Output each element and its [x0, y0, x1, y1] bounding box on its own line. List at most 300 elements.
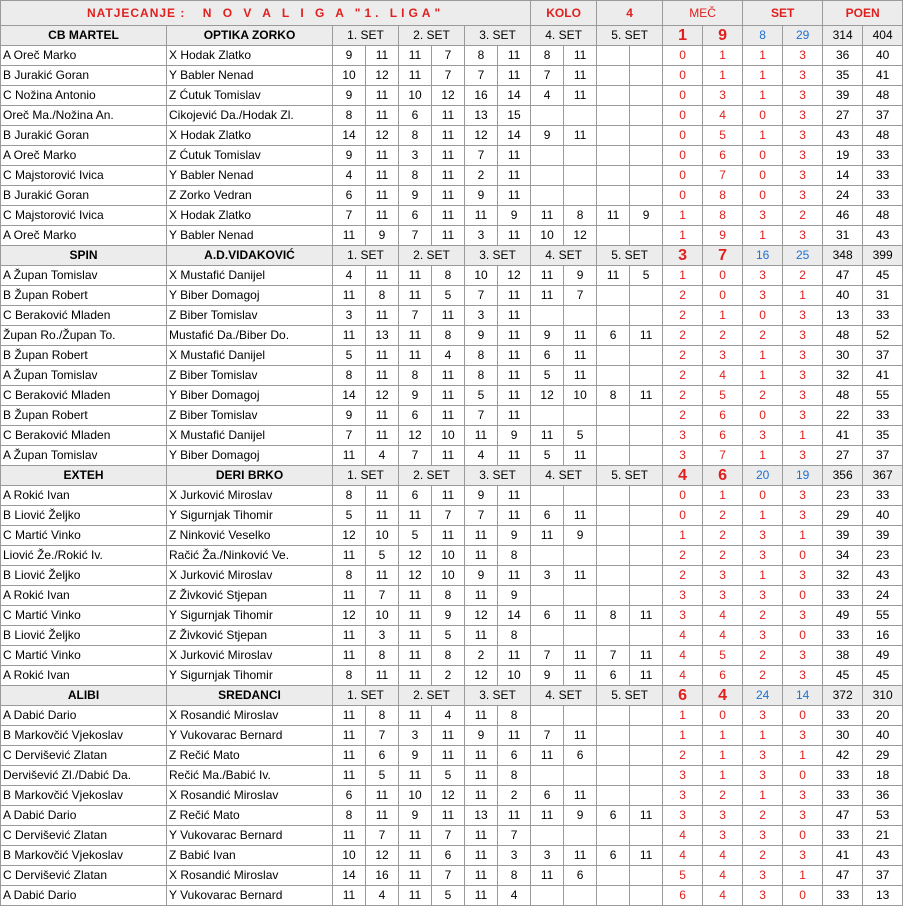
set-score-away: 5 [432, 766, 465, 786]
sets-won-away: 3 [783, 306, 823, 326]
set-score-away: 8 [498, 766, 531, 786]
running-match-away: 0 [703, 706, 743, 726]
set-score-home: 11 [531, 206, 564, 226]
set-score-home: 9 [531, 126, 564, 146]
away-player-name: Mustafić Da./Biber Do. [167, 326, 333, 346]
running-match-home: 2 [663, 366, 703, 386]
points-home: 14 [823, 166, 863, 186]
set-score-home [597, 126, 630, 146]
match-score-home: 4 [663, 466, 703, 486]
set-score-home: 7 [531, 726, 564, 746]
game-row [1, 146, 903, 166]
points-total-away: 310 [863, 686, 903, 706]
set-score-away: 7 [564, 286, 597, 306]
home-player-name: C Dervišević Zlatan [1, 746, 167, 766]
sets-won-away: 3 [783, 846, 823, 866]
set-score-home: 7 [399, 306, 432, 326]
game-row [1, 486, 903, 506]
set-score-home: 3 [531, 566, 564, 586]
sets-won-away: 3 [783, 786, 823, 806]
set-score-home [531, 586, 564, 606]
sets-won-away: 3 [783, 146, 823, 166]
sets-won-home: 1 [743, 226, 783, 246]
sets-total-home: 16 [743, 246, 783, 266]
points-home: 40 [823, 286, 863, 306]
set-score-away: 11 [432, 206, 465, 226]
set-score-home: 3 [465, 306, 498, 326]
running-match-home: 3 [663, 586, 703, 606]
sets-won-home: 3 [743, 586, 783, 606]
running-match-away: 1 [703, 746, 743, 766]
sets-won-home: 1 [743, 726, 783, 746]
set-score-home: 11 [333, 446, 366, 466]
set-score-home: 11 [333, 726, 366, 746]
away-player-name: X Hodak Zlatko [167, 46, 333, 66]
set-score-away [564, 166, 597, 186]
set-score-home: 14 [333, 866, 366, 886]
set-score-home: 9 [399, 746, 432, 766]
game-row [1, 766, 903, 786]
set-score-away: 8 [432, 646, 465, 666]
set-score-away: 11 [366, 426, 399, 446]
set-column-label: 3. SET [465, 246, 531, 266]
points-away: 16 [863, 626, 903, 646]
set-score-home: 11 [399, 826, 432, 846]
set-score-home [597, 426, 630, 446]
set-score-away: 11 [564, 326, 597, 346]
set-score-home: 11 [399, 506, 432, 526]
points-home: 48 [823, 386, 863, 406]
sets-won-away: 3 [783, 106, 823, 126]
game-row [1, 366, 903, 386]
points-home: 31 [823, 226, 863, 246]
sets-won-home: 3 [743, 266, 783, 286]
set-score-away: 11 [366, 406, 399, 426]
game-row [1, 306, 903, 326]
set-score-away: 8 [432, 586, 465, 606]
set-column-label: 5. SET [597, 686, 663, 706]
running-match-home: 1 [663, 206, 703, 226]
game-row [1, 106, 903, 126]
set-score-home: 8 [399, 366, 432, 386]
running-match-home: 0 [663, 186, 703, 206]
running-match-home: 3 [663, 786, 703, 806]
set-score-away: 10 [432, 566, 465, 586]
sets-won-away: 3 [783, 166, 823, 186]
sets-won-away: 1 [783, 286, 823, 306]
set-score-away [630, 406, 663, 426]
points-home: 32 [823, 366, 863, 386]
points-home: 33 [823, 786, 863, 806]
set-score-away [630, 866, 663, 886]
set-score-away: 12 [366, 66, 399, 86]
points-home: 33 [823, 626, 863, 646]
sets-won-home: 0 [743, 146, 783, 166]
points-away: 31 [863, 286, 903, 306]
set-score-home: 11 [333, 586, 366, 606]
set-score-away: 7 [432, 66, 465, 86]
set-score-away [564, 826, 597, 846]
points-home: 27 [823, 106, 863, 126]
set-score-home: 5 [465, 386, 498, 406]
set-score-home: 11 [333, 746, 366, 766]
set-score-away [564, 626, 597, 646]
points-away: 33 [863, 406, 903, 426]
points-total-away: 399 [863, 246, 903, 266]
set-score-home: 11 [465, 886, 498, 906]
game-row [1, 746, 903, 766]
points-away: 37 [863, 106, 903, 126]
set-score-home: 11 [465, 866, 498, 886]
running-match-away: 4 [703, 366, 743, 386]
set-score-home [597, 706, 630, 726]
set-score-away [564, 586, 597, 606]
set-score-away: 11 [432, 186, 465, 206]
set-score-home: 6 [531, 606, 564, 626]
away-player-name: X Mustafić Danijel [167, 346, 333, 366]
game-row [1, 666, 903, 686]
home-player-name: B Markovčić Vjekoslav [1, 726, 167, 746]
away-player-name: X Hodak Zlatko [167, 206, 333, 226]
set-score-home: 8 [333, 106, 366, 126]
set-score-home: 8 [333, 366, 366, 386]
set-score-home: 8 [597, 606, 630, 626]
set-score-home: 11 [399, 606, 432, 626]
running-match-away: 4 [703, 846, 743, 866]
sets-won-home: 3 [743, 826, 783, 846]
away-player-name: Y Biber Domagoj [167, 286, 333, 306]
competition-title-cell [1, 1, 531, 26]
running-match-home: 0 [663, 166, 703, 186]
running-match-away: 6 [703, 666, 743, 686]
points-home: 47 [823, 266, 863, 286]
set-column-label: 5. SET [597, 246, 663, 266]
set-score-home [597, 586, 630, 606]
set-score-away: 6 [498, 746, 531, 766]
points-away: 43 [863, 226, 903, 246]
set-score-home: 11 [399, 286, 432, 306]
home-player-name: A Rokić Ivan [1, 586, 167, 606]
set-score-away: 11 [498, 486, 531, 506]
sets-total-away: 29 [783, 26, 823, 46]
set-score-away: 6 [432, 846, 465, 866]
set-score-home [597, 826, 630, 846]
set-score-away: 6 [564, 746, 597, 766]
sets-won-home: 2 [743, 386, 783, 406]
set-score-home: 6 [531, 346, 564, 366]
set-score-away [630, 46, 663, 66]
game-row [1, 886, 903, 906]
points-home: 29 [823, 506, 863, 526]
set-score-away: 11 [498, 46, 531, 66]
set-score-away: 3 [366, 626, 399, 646]
points-home: 30 [823, 726, 863, 746]
away-player-name: Y Babler Nenad [167, 226, 333, 246]
set-score-away: 8 [498, 546, 531, 566]
set-score-away: 11 [498, 306, 531, 326]
points-home: 22 [823, 406, 863, 426]
points-home: 27 [823, 446, 863, 466]
game-row [1, 526, 903, 546]
set-score-away: 11 [564, 446, 597, 466]
set-score-home [531, 886, 564, 906]
running-match-away: 3 [703, 566, 743, 586]
points-away: 33 [863, 186, 903, 206]
points-home: 19 [823, 146, 863, 166]
set-score-away: 11 [630, 666, 663, 686]
points-away: 41 [863, 366, 903, 386]
set-score-home: 8 [333, 806, 366, 826]
running-match-home: 0 [663, 66, 703, 86]
set-score-away: 11 [366, 346, 399, 366]
running-match-away: 3 [703, 86, 743, 106]
away-player-name: Y Biber Domagoj [167, 386, 333, 406]
set-score-away: 11 [366, 266, 399, 286]
set-score-home [597, 886, 630, 906]
away-team-name: OPTIKA ZORKO [167, 26, 333, 46]
sets-won-away: 3 [783, 726, 823, 746]
match-header-row [1, 466, 903, 486]
set-column-label: 4. SET [531, 686, 597, 706]
set-score-away [564, 186, 597, 206]
set-score-away: 7 [366, 826, 399, 846]
set-score-home: 11 [333, 546, 366, 566]
away-player-name: Cikojević Da./Hodak Zl. [167, 106, 333, 126]
points-home: 33 [823, 586, 863, 606]
set-score-away [630, 706, 663, 726]
set-score-home: 3 [531, 846, 564, 866]
set-score-away: 14 [498, 606, 531, 626]
set-score-home: 7 [465, 146, 498, 166]
set-score-home: 11 [333, 886, 366, 906]
set-score-home: 4 [465, 446, 498, 466]
set-score-home: 11 [333, 646, 366, 666]
sets-won-home: 2 [743, 846, 783, 866]
away-player-name: X Rosandić Miroslav [167, 706, 333, 726]
set-score-away [630, 766, 663, 786]
sets-won-home: 1 [743, 786, 783, 806]
sets-won-away: 3 [783, 46, 823, 66]
sets-total-home: 20 [743, 466, 783, 486]
running-match-away: 4 [703, 606, 743, 626]
sets-won-away: 0 [783, 626, 823, 646]
game-row [1, 86, 903, 106]
home-player-name: C Beraković Mladen [1, 426, 167, 446]
set-score-away [564, 406, 597, 426]
sets-won-home: 0 [743, 406, 783, 426]
set-score-home: 7 [597, 646, 630, 666]
set-score-home: 8 [465, 366, 498, 386]
away-player-name: Y Sigurnjak Tihomir [167, 506, 333, 526]
sets-won-away: 3 [783, 506, 823, 526]
home-team-name: ALIBI [1, 686, 167, 706]
set-score-away: 15 [498, 106, 531, 126]
set-score-home [531, 766, 564, 786]
set-score-home: 11 [465, 546, 498, 566]
set-score-home [531, 106, 564, 126]
set-column-label: 1. SET [333, 686, 399, 706]
set-score-away: 12 [432, 86, 465, 106]
game-row [1, 166, 903, 186]
set-score-home: 11 [399, 866, 432, 886]
running-match-home: 0 [663, 86, 703, 106]
set-score-away: 9 [564, 806, 597, 826]
set-score-away: 11 [366, 786, 399, 806]
set-score-away: 4 [432, 346, 465, 366]
set-score-home: 14 [333, 126, 366, 146]
set-score-away: 11 [366, 486, 399, 506]
game-row [1, 206, 903, 226]
points-home: 30 [823, 346, 863, 366]
away-player-name: X Jurković Miroslav [167, 486, 333, 506]
game-row [1, 806, 903, 826]
set-score-home: 2 [465, 646, 498, 666]
game-row [1, 226, 903, 246]
away-player-name: Z Biber Tomislav [167, 366, 333, 386]
sets-won-away: 1 [783, 526, 823, 546]
set-score-away [630, 66, 663, 86]
set-score-home: 6 [597, 806, 630, 826]
set-score-home [597, 166, 630, 186]
set-score-home: 3 [399, 726, 432, 746]
home-player-name: B Župan Robert [1, 346, 167, 366]
points-away: 29 [863, 746, 903, 766]
points-away: 20 [863, 706, 903, 726]
set-score-home: 8 [597, 386, 630, 406]
points-column-header: POEN [823, 1, 903, 26]
points-away: 40 [863, 726, 903, 746]
set-score-away [630, 546, 663, 566]
set-score-home: 6 [399, 106, 432, 126]
set-score-away: 8 [564, 206, 597, 226]
home-player-name: Župan Ro./Župan To. [1, 326, 167, 346]
set-score-away: 8 [366, 286, 399, 306]
set-score-home [597, 766, 630, 786]
points-home: 36 [823, 46, 863, 66]
home-player-name: B Markovčić Vjekoslav [1, 786, 167, 806]
sets-won-home: 3 [743, 546, 783, 566]
set-score-home: 11 [399, 326, 432, 346]
set-score-away: 11 [564, 606, 597, 626]
running-match-home: 1 [663, 706, 703, 726]
set-score-home [597, 306, 630, 326]
home-player-name: Oreč Ma./Nožina An. [1, 106, 167, 126]
set-score-home: 11 [399, 706, 432, 726]
set-score-home: 10 [465, 266, 498, 286]
set-score-away: 12 [432, 786, 465, 806]
set-score-away: 11 [498, 166, 531, 186]
set-score-home [597, 366, 630, 386]
set-score-home: 7 [333, 426, 366, 446]
set-score-away: 4 [366, 446, 399, 466]
points-home: 13 [823, 306, 863, 326]
sets-won-away: 3 [783, 806, 823, 826]
match-column-header: MEČ [663, 1, 743, 26]
set-score-away: 11 [498, 646, 531, 666]
set-score-away: 11 [498, 406, 531, 426]
sets-won-home: 1 [743, 366, 783, 386]
away-player-name: X Mustafić Danijel [167, 426, 333, 446]
set-score-home [531, 706, 564, 726]
set-score-away: 11 [630, 646, 663, 666]
set-score-away: 14 [498, 86, 531, 106]
set-score-away: 11 [498, 806, 531, 826]
set-score-home: 9 [399, 186, 432, 206]
game-row [1, 446, 903, 466]
running-match-home: 2 [663, 346, 703, 366]
sets-won-away: 0 [783, 706, 823, 726]
home-player-name: A Dabić Dario [1, 886, 167, 906]
running-match-home: 0 [663, 106, 703, 126]
set-score-home: 9 [465, 726, 498, 746]
set-score-away: 11 [564, 566, 597, 586]
set-score-away: 11 [432, 366, 465, 386]
match-score-home: 1 [663, 26, 703, 46]
sets-won-home: 2 [743, 646, 783, 666]
set-score-home: 11 [465, 766, 498, 786]
away-player-name: Z Ninković Veselko [167, 526, 333, 546]
game-row [1, 406, 903, 426]
set-score-away: 11 [432, 406, 465, 426]
set-score-home: 11 [399, 846, 432, 866]
points-away: 33 [863, 146, 903, 166]
set-score-away: 11 [366, 566, 399, 586]
sets-won-home: 2 [743, 606, 783, 626]
game-row [1, 546, 903, 566]
game-row [1, 586, 903, 606]
set-score-home: 12 [531, 386, 564, 406]
points-home: 47 [823, 866, 863, 886]
set-score-away: 11 [564, 126, 597, 146]
points-away: 39 [863, 526, 903, 546]
set-score-home: 11 [399, 886, 432, 906]
set-score-away: 6 [564, 866, 597, 886]
set-score-home: 6 [333, 186, 366, 206]
set-score-home: 9 [465, 186, 498, 206]
running-match-home: 3 [663, 766, 703, 786]
set-score-home: 11 [399, 586, 432, 606]
set-score-away: 7 [498, 826, 531, 846]
points-total-away: 367 [863, 466, 903, 486]
points-away: 35 [863, 426, 903, 446]
points-home: 35 [823, 66, 863, 86]
set-score-home [597, 106, 630, 126]
away-team-name: SREDANCI [167, 686, 333, 706]
set-score-home [597, 866, 630, 886]
set-score-home: 11 [531, 746, 564, 766]
set-score-away: 11 [432, 166, 465, 186]
running-match-home: 3 [663, 426, 703, 446]
set-column-label: 4. SET [531, 466, 597, 486]
set-score-home: 13 [465, 106, 498, 126]
set-score-home: 11 [597, 206, 630, 226]
set-score-away [630, 786, 663, 806]
set-score-away: 6 [366, 746, 399, 766]
sets-won-away: 0 [783, 826, 823, 846]
sets-won-away: 3 [783, 226, 823, 246]
sets-won-away: 3 [783, 386, 823, 406]
sets-won-away: 0 [783, 766, 823, 786]
set-score-home: 11 [597, 266, 630, 286]
set-score-away: 11 [498, 286, 531, 306]
set-score-away: 7 [432, 46, 465, 66]
set-score-home: 2 [465, 166, 498, 186]
set-score-away: 11 [564, 726, 597, 746]
set-score-home: 8 [333, 566, 366, 586]
set-score-home: 12 [465, 126, 498, 146]
set-score-home: 10 [333, 66, 366, 86]
home-team-name: SPIN [1, 246, 167, 266]
